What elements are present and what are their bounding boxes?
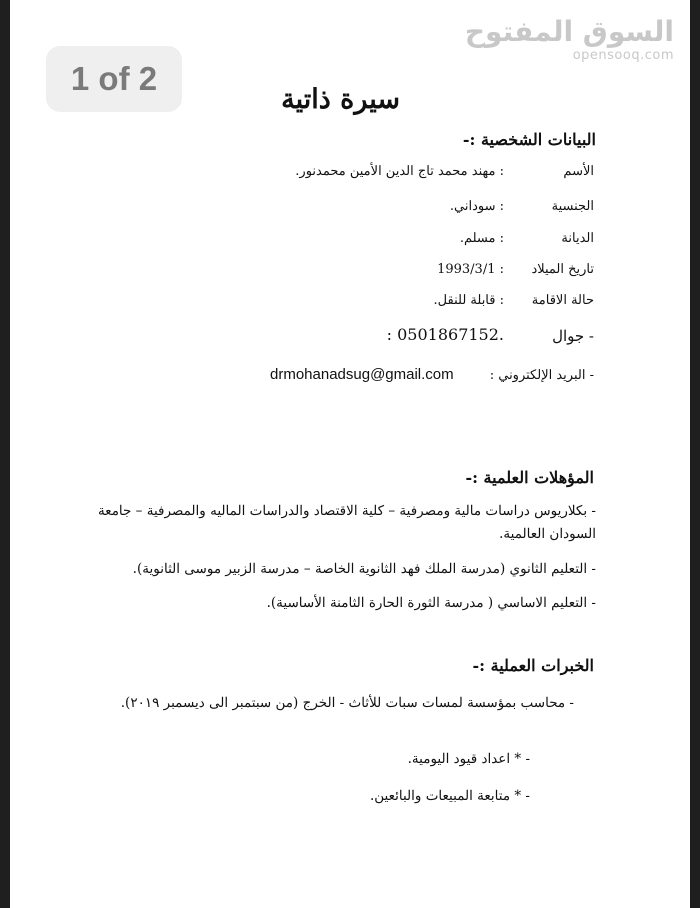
- qualification-item: - بكلاريوس دراسات مالية ومصرفية – كلية الاقتصاد والدراسات الماليه والمصرفية – جامعة السودان العالمية.: [97, 503, 596, 542]
- experience-job: - محاسب بمؤسسة لمسات سبات للأثاث - الخرج (من سبتمبر الى ديسمبر ٢٠١٩).: [120, 695, 574, 711]
- residency-label: حالة الاقامة: [531, 293, 594, 308]
- personal-heading: البيانات الشخصية :-: [462, 130, 596, 149]
- qualifications-heading: المؤهلات العلمية :-: [465, 468, 594, 487]
- residency-value: : قابلة للنقل.: [433, 293, 504, 308]
- religion-value: : مسلم.: [459, 231, 504, 246]
- nationality-value: : سوداني.: [449, 199, 504, 214]
- birth-value: 1993/3/1 :: [437, 262, 504, 277]
- name-value: : مهند محمد تاج الدين الأمين محمدنور.: [295, 164, 504, 179]
- qualification-item: - التعليم الثانوي (مدرسة الملك فهد الثانوية الخاصة – مدرسة الزبير موسى الثانوية).: [132, 561, 596, 577]
- experience-heading: الخبرات العملية :-: [472, 656, 594, 675]
- document-page: [10, 0, 690, 908]
- experience-task: - * متابعة المبيعات والبائعين.: [369, 788, 530, 804]
- watermark-arabic: السوق المفتوح: [464, 15, 674, 48]
- page-indicator: 1 of 2: [46, 46, 182, 112]
- mobile-label: - جوال: [552, 327, 594, 345]
- mobile-value: : 0501867152.: [386, 325, 504, 344]
- email-value: drmohanadsug@gmail.com: [270, 366, 454, 383]
- watermark: [465, 16, 674, 63]
- religion-label: الديانة: [561, 231, 594, 246]
- birth-label: تاريخ الميلاد: [531, 262, 594, 277]
- document-title: سيرة ذاتية: [281, 84, 400, 115]
- name-label: الأسم: [563, 164, 594, 179]
- experience-task: - * اعداد قيود اليومية.: [407, 751, 530, 767]
- watermark-latin: opensooq.com: [572, 48, 674, 63]
- email-label: - البريد الإلكتروني :: [489, 368, 594, 383]
- nationality-label: الجنسية: [551, 199, 594, 214]
- qualification-item: - التعليم الاساسي ( مدرسة الثورة الحارة الثامنة الأساسية).: [266, 595, 596, 611]
